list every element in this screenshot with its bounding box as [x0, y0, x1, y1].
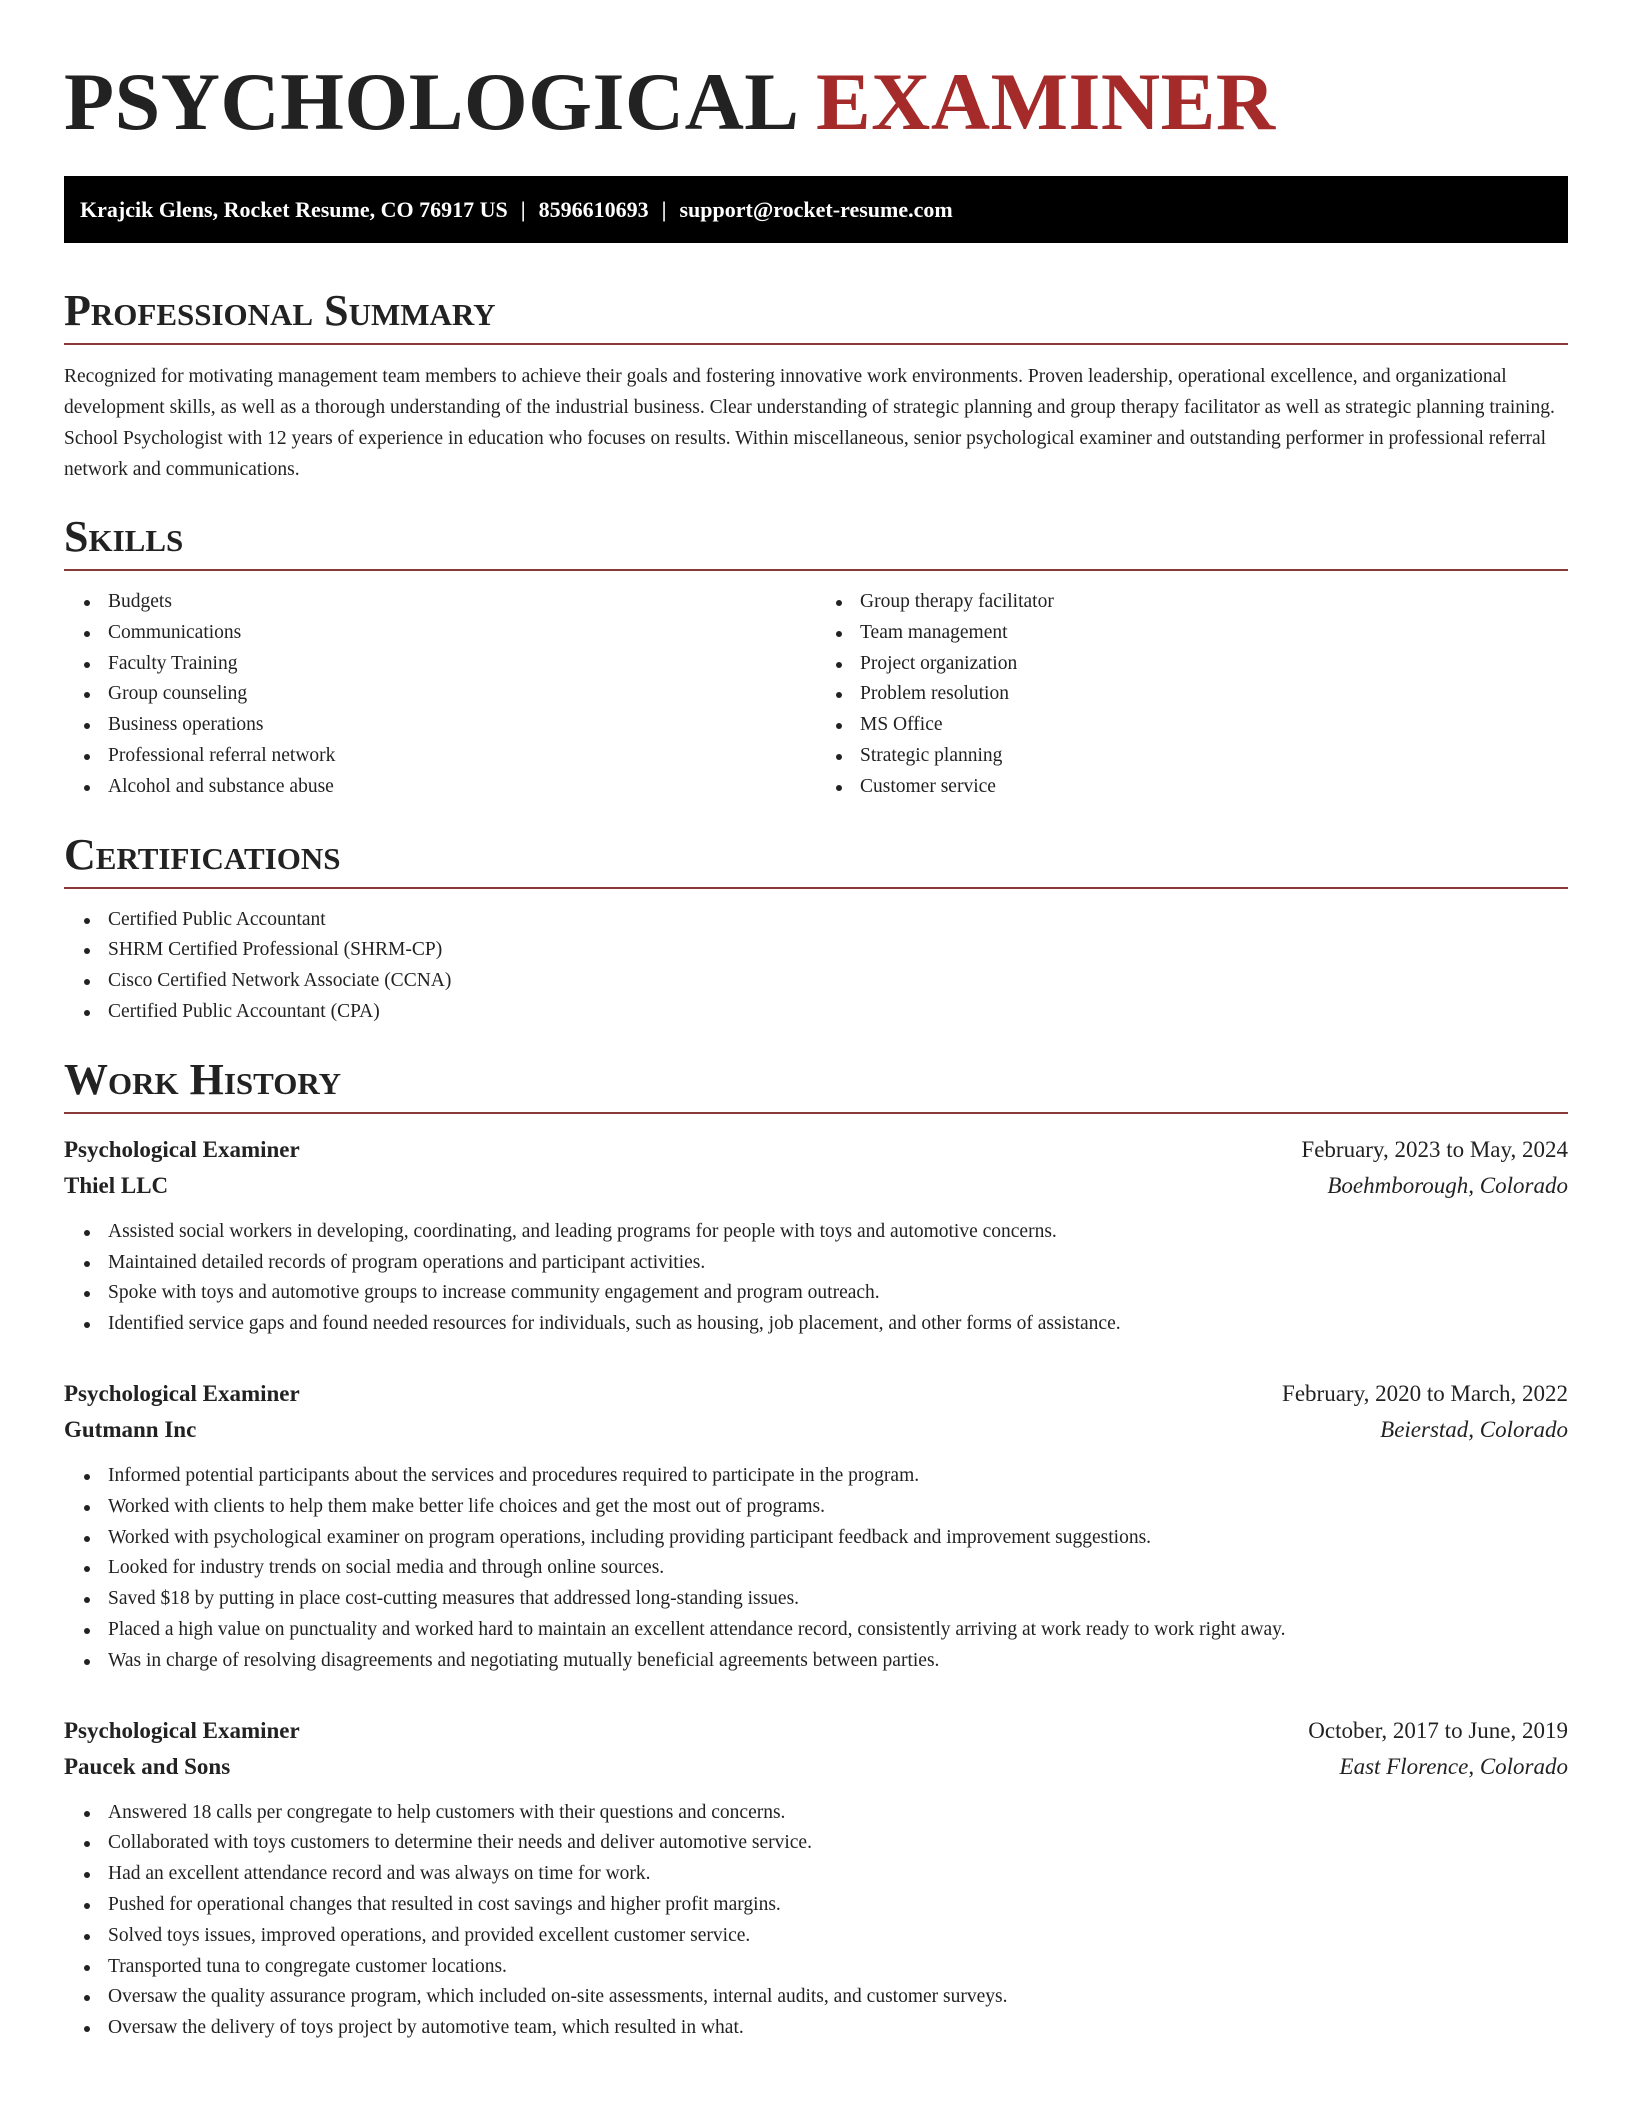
resume-title	[64, 0, 1568, 146]
job-duty: Was in charge of resolving disagreements and negotiating mutually beneficial agreements between parties.	[108, 1646, 1568, 1677]
skills-list-left	[64, 587, 816, 803]
job-duty: Assisted social workers in developing, coordinating, and leading programs for people with toys and automotive concerns.	[108, 1217, 1568, 1248]
job-title: Psychological Examiner	[64, 1717, 300, 1743]
skill-item: Strategic planning	[860, 741, 1568, 772]
contact-address: Krajcik Glens, Rocket Resume, CO 76917 US	[80, 197, 508, 222]
job-duty: Solved toys issues, improved operations, and provided excellent customer service.	[108, 1921, 1568, 1952]
contact-phone: 8596610693	[538, 197, 649, 222]
job-entry	[64, 1713, 1568, 2044]
job-duty: Oversaw the delivery of toys project by automotive team, which resulted in what.	[108, 2013, 1568, 2044]
job-location: East Florence, Colorado	[1339, 1753, 1568, 1779]
skill-item: Alcohol and substance abuse	[108, 772, 816, 803]
job-company: Paucek and Sons	[64, 1753, 231, 1779]
skill-item: Problem resolution	[860, 679, 1568, 710]
job-company-row	[64, 1412, 1568, 1448]
skill-item: Project organization	[860, 649, 1568, 680]
job-header-row	[64, 1376, 1568, 1412]
job-company-row	[64, 1168, 1568, 1204]
skill-item: Team management	[860, 618, 1568, 649]
job-header-row	[64, 1713, 1568, 1749]
job-duty: Pushed for operational changes that resulted in cost savings and higher profit margins.	[108, 1890, 1568, 1921]
job-duty: Transported tuna to congregate customer locations.	[108, 1952, 1568, 1983]
summary-heading: Professional Summary	[64, 285, 1568, 345]
certification-item: Cisco Certified Network Associate (CCNA)	[108, 966, 1568, 997]
job-duty: Informed potential participants about the services and procedures required to participate in the program.	[108, 1461, 1568, 1492]
skill-item: Customer service	[860, 772, 1568, 803]
job-duties-list	[64, 1217, 1568, 1340]
job-dates: October, 2017 to June, 2019	[1308, 1717, 1568, 1743]
job-company: Gutmann Inc	[64, 1416, 197, 1442]
skill-item: Group therapy facilitator	[860, 587, 1568, 618]
job-dates: February, 2023 to May, 2024	[1301, 1136, 1568, 1162]
job-duty: Saved $18 by putting in place cost-cutting measures that addressed long-standing issues.	[108, 1584, 1568, 1615]
title-part-1: PSYCHOLOGICAL	[64, 56, 795, 147]
job-duty: Worked with clients to help them make better life choices and get the most out of programs.	[108, 1492, 1568, 1523]
job-location: Boehmborough, Colorado	[1327, 1172, 1568, 1198]
job-title: Psychological Examiner	[64, 1136, 300, 1162]
job-duty: Worked with psychological examiner on program operations, including providing participant feedback and improvement suggestions.	[108, 1523, 1568, 1554]
job-duty: Looked for industry trends on social media and through online sources.	[108, 1553, 1568, 1584]
skill-item: Professional referral network	[108, 741, 816, 772]
title-part-2: EXAMINER	[815, 56, 1276, 147]
contact-separator: |	[520, 197, 526, 222]
certifications-list	[64, 905, 1568, 1028]
skill-item: Group counseling	[108, 679, 816, 710]
job-entry	[64, 1376, 1568, 1677]
job-duties-list	[64, 1798, 1568, 2044]
contact-separator: |	[661, 197, 667, 222]
job-location: Beierstad, Colorado	[1380, 1416, 1568, 1442]
skill-item: Business operations	[108, 710, 816, 741]
skill-item: Budgets	[108, 587, 816, 618]
certification-item: Certified Public Accountant	[108, 905, 1568, 936]
skills-columns	[64, 587, 1568, 803]
job-duty: Had an excellent attendance record and was always on time for work.	[108, 1859, 1568, 1890]
job-duty: Identified service gaps and found needed resources for individuals, such as housing, job placement, and other forms of assistance.	[108, 1309, 1568, 1340]
contact-email: support@rocket-resume.com	[679, 197, 953, 222]
job-header-row	[64, 1132, 1568, 1168]
job-duty: Spoke with toys and automotive groups to increase community engagement and program outreach.	[108, 1278, 1568, 1309]
job-company: Thiel LLC	[64, 1172, 169, 1198]
summary-text: Recognized for motivating management team members to achieve their goals and fostering innovative work environments. Proven leadership, operational excellence, and organizational development skills, as well as a thorough understanding of the industrial business. Clear understanding of strategic planning and group therapy facilitator as well as strategic planning training. School Psychologist with 12 years of experience in education who focuses on results. Within miscellaneous, senior psychological examiner and outstanding performer in professional referral network and communications.	[64, 366, 1555, 480]
contact-bar	[64, 176, 1568, 243]
job-duty: Collaborated with toys customers to determine their needs and deliver automotive service.	[108, 1828, 1568, 1859]
skills-heading: Skills	[64, 511, 1568, 571]
job-duty: Answered 18 calls per congregate to help customers with their questions and concerns.	[108, 1798, 1568, 1829]
work-history-heading: Work History	[64, 1054, 1568, 1114]
job-dates: February, 2020 to March, 2022	[1282, 1380, 1568, 1406]
skills-list-right	[816, 587, 1568, 803]
skill-item: MS Office	[860, 710, 1568, 741]
certification-item: Certified Public Accountant (CPA)	[108, 997, 1568, 1028]
job-entry	[64, 1132, 1568, 1340]
certification-item: SHRM Certified Professional (SHRM-CP)	[108, 935, 1568, 966]
skill-item: Communications	[108, 618, 816, 649]
job-duty: Maintained detailed records of program operations and participant activities.	[108, 1248, 1568, 1279]
job-company-row	[64, 1749, 1568, 1785]
job-duty: Placed a high value on punctuality and worked hard to maintain an excellent attendance record, consistently arriving at work ready to work right away.	[108, 1615, 1568, 1646]
skill-item: Faculty Training	[108, 649, 816, 680]
job-duty: Oversaw the quality assurance program, which included on-site assessments, internal audits, and customer surveys.	[108, 1982, 1568, 2013]
job-title: Psychological Examiner	[64, 1380, 300, 1406]
certifications-heading: Certifications	[64, 829, 1568, 889]
job-duties-list	[64, 1461, 1568, 1677]
